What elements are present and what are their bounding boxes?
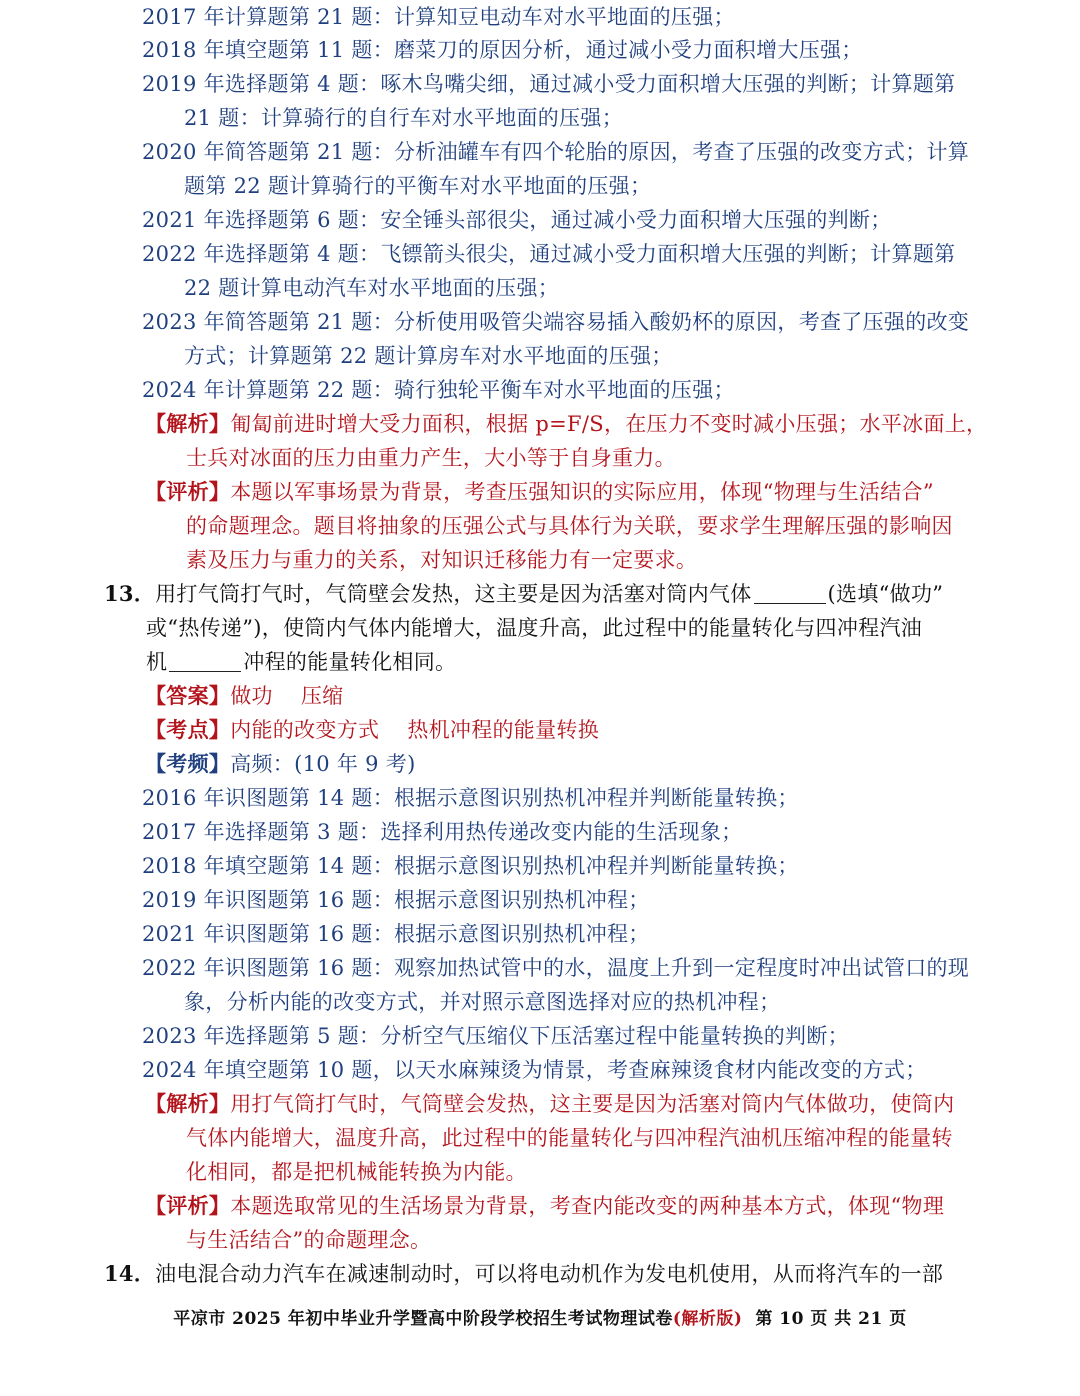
answer-blank [754,581,826,604]
commentary-block [145,1189,944,1223]
freq-line: 2024 年计算题第 22 题：骑行独轮平衡车对水平地面的压强； [142,378,735,402]
page-number: 第 10 页 共 21 页 [755,1309,907,1329]
freq-line: 2022 年识图题第 16 题：观察加热试管中的水，温度上升到一定程度时冲出试管口的现 [142,956,970,980]
question-number: 13． [104,581,156,606]
page-footer [0,1304,1080,1329]
question-text: (选填“做功” [827,582,944,606]
freq-line: 2017 年选择题第 3 题：选择利用热传递改变内能的生活现象； [142,820,743,844]
freq-line: 2016 年识图题第 14 题：根据示意图识别热机冲程并判断能量转换； [142,786,799,810]
analysis-text: 气体内能增大，温度升高，此过程中的能量转化与四冲程汽油机压缩冲程的能量转 [186,1126,953,1150]
question-13-line-1 [104,577,943,611]
freq-line: 2018 年填空题第 14 题：根据示意图识别热机冲程并判断能量转换； [142,854,799,878]
footer-edition: (解析版) [672,1309,743,1329]
analysis-block [145,407,987,441]
analysis-text: 用打气筒打气时，气筒壁会发热，这主要是因为活塞对筒内气体做功，使筒内 [230,1092,955,1116]
answer-1: 做功 [230,684,273,708]
commentary-text: 素及压力与重力的关系，对知识迁移能力有一定要求。 [186,548,698,572]
freq-line: 2021 年识图题第 16 题：根据示意图识别热机冲程； [142,922,650,946]
freq-line: 2023 年简答题第 21 题：分析使用吸管尖端容易插入酸奶杯的原因，考查了压强的改变 [142,310,970,334]
analysis-text: 匍匐前进时增大受力面积，根据 p=F/S，在压力不变时减小压强；水平冰面上， [230,412,988,436]
freq-line: 象，分析内能的改变方式，并对照示意图选择对应的热机冲程； [184,990,781,1014]
keypoint-1: 内能的改变方式 [230,718,380,742]
analysis-tag: 【解析】 [145,411,231,436]
keypoint-2: 热机冲程的能量转换 [407,718,600,742]
analysis-tag: 【解析】 [145,1091,231,1116]
question-14-line-1 [104,1257,943,1291]
freq-line: 题第 22 题计算骑行的平衡车对水平地面的压强； [184,174,652,198]
footer-title: 平凉市 2025 年初中毕业升学暨高中阶段学校招生考试物理试卷 [173,1309,673,1329]
freq-line: 2024 年填空题第 10 题，以天水麻辣烫为情景，考查麻辣烫食材内能改变的方式； [142,1058,927,1082]
answer-tag: 【答案】 [145,683,231,708]
commentary-block [145,475,934,509]
freq-line: 2019 年识图题第 16 题：根据示意图识别热机冲程； [142,888,650,912]
question-13-line-3 [146,645,456,679]
commentary-text: 与生活结合”的命题理念。 [186,1228,432,1252]
freq-line: 2020 年简答题第 21 题：分析油罐车有四个轮胎的原因，考查了压强的改变方式；计算 [142,140,970,164]
freq-line: 2021 年选择题第 6 题：安全锤头部很尖，通过减小受力面积增大压强的判断； [142,208,892,232]
keypoint-tag: 【考点】 [145,717,231,742]
question-13-line-2: 或“热传递”)，使筒内气体内能增大，温度升高，此过程中的能量转化与四冲程汽油 [146,616,923,640]
commentary-text: 本题以军事场景为背景，考查压强知识的实际应用，体现“物理与生活结合” [230,480,934,504]
freq-line: 2017 年计算题第 21 题：计算知豆电动车对水平地面的压强； [142,5,735,29]
frequency-text: 高频：(10 年 9 考) [230,752,416,776]
question-text: 用打气筒打气时，气筒壁会发热，这主要是因为活塞对筒内气体 [155,582,752,606]
analysis-text: 化相同，都是把机械能转换为内能。 [186,1160,527,1184]
question-text: 冲程的能量转化相同。 [243,650,457,674]
freq-line: 22 题计算电动汽车对水平地面的压强； [184,276,560,300]
answer-blank [169,649,241,672]
question-text: 机 [146,650,168,674]
frequency-tag: 【考频】 [145,751,231,776]
commentary-tag: 【评析】 [145,479,231,504]
analysis-text: 士兵对冰面的压力由重力产生，大小等于自身重力。 [186,446,676,470]
question-number: 14． [104,1261,156,1286]
freq-line: 2023 年选择题第 5 题：分析空气压缩仪下压活塞过程中能量转换的判断； [142,1024,849,1048]
freq-line: 21 题：计算骑行的自行车对水平地面的压强； [184,106,623,130]
answer-block [145,679,343,713]
frequency-block [145,747,416,781]
answer-2: 压缩 [300,684,344,708]
commentary-text: 本题选取常见的生活场景为背景，考查内能改变的两种基本方式，体现“物理 [230,1194,945,1218]
commentary-tag: 【评析】 [145,1193,231,1218]
freq-line: 2022 年选择题第 4 题：飞镖箭头很尖，通过减小受力面积增大压强的判断；计算题第 [142,242,956,266]
freq-line: 方式；计算题第 22 题计算房车对水平地面的压强； [184,344,673,368]
keypoint-block [145,713,599,747]
analysis-block [145,1087,954,1121]
freq-line: 2018 年填空题第 11 题：磨菜刀的原因分析，通过减小受力面积增大压强； [142,38,863,62]
question-text: 油电混合动力汽车在减速制动时，可以将电动机作为发电机使用，从而将汽车的一部 [155,1262,944,1286]
freq-line: 2019 年选择题第 4 题：啄木鸟嘴尖细，通过减小受力面积增大压强的判断；计算题第 [142,72,956,96]
commentary-text: 的命题理念。题目将抽象的压强公式与具体行为关联，要求学生理解压强的影响因 [186,514,953,538]
